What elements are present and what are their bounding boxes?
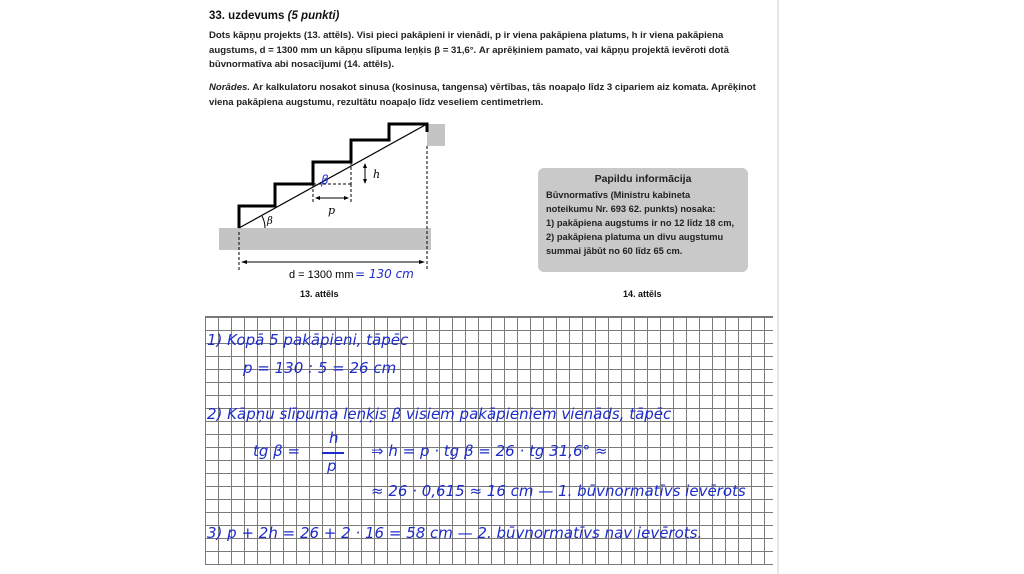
- hint-text: Ar kalkulatoru nosakot sinusa (kosinusa, tangensa) vērtības, tās noapaļo līdz 3 cipariem aiz komata. Aprēķinot viena pakāpiena augstumu, rezultātu noapaļo līdz veseliem centimetriem.: [209, 82, 756, 108]
- solution-line-3: 2) Kāpņu slīpuma leņķis β visiem pakāpieniem vienāds, tāpēc: [207, 405, 672, 423]
- d-arrowhead-left: [241, 260, 247, 264]
- p-arrowhead-right: [344, 196, 349, 200]
- solution-line-1: 1) Kopā 5 pakāpieni, tāpēc: [207, 331, 409, 349]
- info-line: 1) pakāpiena augstums ir no 12 līdz 18 cm,: [546, 218, 735, 228]
- hint-label: Norādes.: [209, 82, 251, 93]
- h-label: h: [373, 168, 381, 181]
- d-arrowhead-right: [419, 260, 425, 264]
- solution-line-2: p = 130 : 5 = 26 cm: [243, 359, 397, 377]
- task-hint: [209, 81, 773, 110]
- beta-handwritten: β: [321, 173, 329, 187]
- info-line: Būvnormatīvs (Ministru kabineta: [546, 190, 691, 200]
- task-points: (5 punkti): [287, 10, 340, 22]
- d-handwritten: = 130 cm: [355, 267, 414, 281]
- info-box: [538, 168, 748, 272]
- p-label: p: [328, 204, 336, 217]
- beta-label: β: [267, 216, 273, 227]
- document-page: [205, 0, 777, 574]
- figure14-caption: 14. attēls: [623, 289, 662, 299]
- page-right-edge: [777, 0, 779, 574]
- fraction-bar: [322, 452, 344, 454]
- solution-line-4: ⇒ h = p · tg β = 26 · tg 31,6° ≈: [371, 442, 608, 460]
- task-number: 33. uzdevums: [209, 10, 285, 22]
- task-title: [209, 10, 339, 22]
- figure13-caption: 13. attēls: [300, 289, 339, 299]
- floor-slab: [219, 228, 431, 250]
- tg-formula-left: tg β =: [253, 442, 301, 460]
- tg-fraction-numerator: h: [329, 429, 339, 447]
- grid-paper: [205, 316, 773, 565]
- upper-landing: [427, 124, 445, 146]
- h-arrowhead-bottom: [363, 179, 367, 184]
- p-arrowhead-left: [315, 196, 320, 200]
- info-line: noteikumu Nr. 693 62. punkts) nosaka:: [546, 204, 716, 214]
- info-box-title: Papildu informācija: [594, 173, 692, 185]
- d-label: d = 1300 mm: [289, 269, 354, 281]
- solution-line-5: ≈ 26 · 0,615 ≈ 16 cm — 1. būvnormatīvs ievērots: [371, 482, 746, 500]
- staircase-figure: [205, 110, 455, 290]
- solution-line-6: 3) p + 2h = 26 + 2 · 16 = 58 cm — 2. būvnormatīvs nav ievērots.: [207, 524, 703, 542]
- info-line: 2) pakāpiena platuma un divu augstumu: [546, 232, 724, 242]
- tg-fraction-denominator: p: [327, 457, 337, 475]
- beta-arc: [262, 216, 265, 228]
- task-description: Dots kāpņu projekts (13. attēls). Visi pieci pakāpieni ir vienādi, p ir viena pakāpiena platums, h ir viena pakāpiena augstums, d = 1300 mm un kāpņu slīpuma leņķis β = 31,6°. Ar aprēķiniem pamato, vai kāpņu projektā ievēroti dotā būvnormatīva abi nosacījumi (14. attēls).: [209, 30, 729, 70]
- h-arrowhead-top: [363, 163, 367, 168]
- info-line: summai jābūt no 60 līdz 65 cm.: [546, 246, 683, 256]
